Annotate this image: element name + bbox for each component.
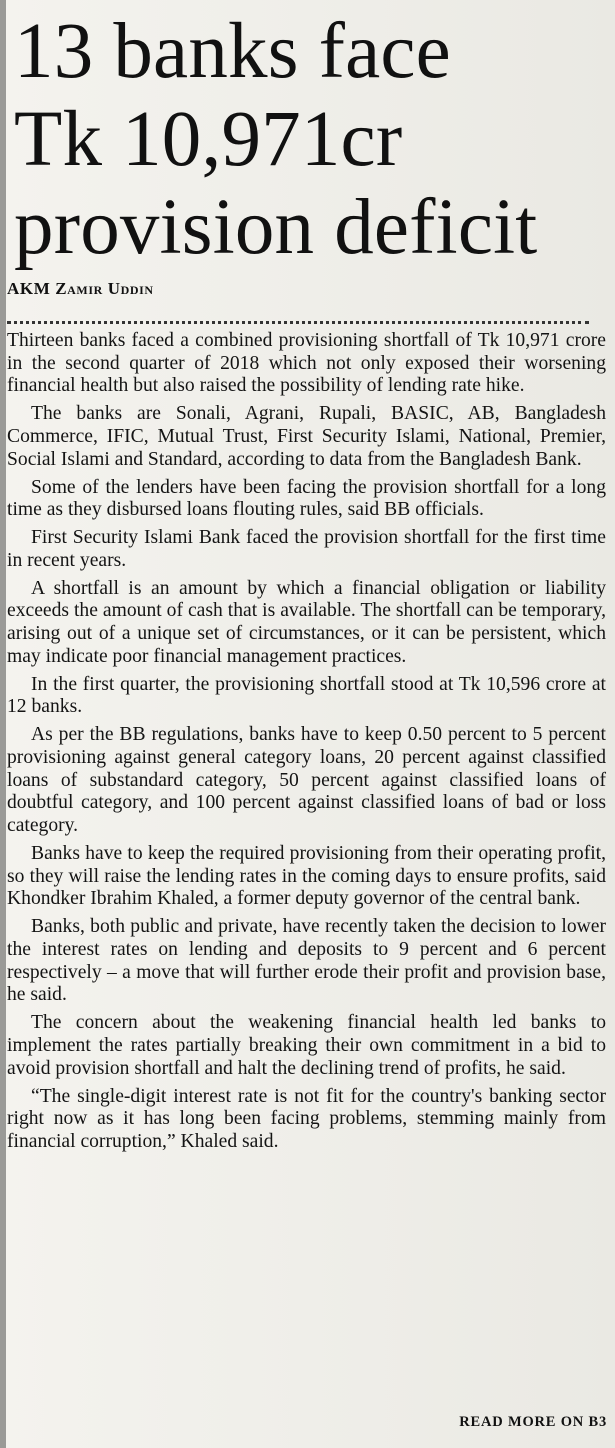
byline: AKM Zamir Uddin	[7, 279, 154, 298]
headline-line-2: Tk 10,971cr	[14, 96, 403, 183]
headline-line-1: 13 banks face	[14, 8, 451, 95]
paragraph-9: Banks, both public and private, have recently taken the decision to lower the interest rates on lending and deposits to 9 percent and 6 percent respectively – a move that will further erode their profit and provision base, he said.	[7, 916, 606, 1006]
paragraph-11: “The single-digit interest rate is not fit for the country's banking sector right now as it has long been facing problems, stemming mainly from financial corruption,” Khaled said.	[7, 1085, 606, 1153]
paragraph-10: The concern about the weakening financial health led banks to implement the rates partially breaking their own commitment in a bid to avoid provision shortfall and halt the declining trend of profits, he said.	[7, 1012, 606, 1079]
paragraph-3: Some of the lenders have been facing the provision shortfall for a long time as they disbursed loans flouting rules, said BB officials.	[7, 476, 606, 521]
paragraph-6: In the first quarter, the provisioning shortfall stood at Tk 10,596 crore at 12 banks.	[7, 673, 606, 718]
paragraph-1: Thirteen banks faced a combined provisioning shortfall of Tk 10,971 crore in the second quarter of 2018 which not only exposed their worsening financial health but also raised the possibility of lending rate hike.	[7, 330, 606, 397]
article-body	[7, 330, 606, 1159]
paragraph-7: As per the BB regulations, banks have to keep 0.50 percent to 5 percent provisioning against general category loans, 20 percent against classified loans of substandard category, 50 percent against classified loans of doubtful category, and 100 percent against classified loans of bad or loss category.	[7, 724, 606, 837]
paragraph-4: First Security Islami Bank faced the provision shortfall for the first time in recent years.	[7, 527, 606, 571]
paragraph-2: The banks are Sonali, Agrani, Rupali, BASIC, AB, Bangladesh Commerce, IFIC, Mutual Trust, First Security Islami, National, Premier, Social Islami and Standard, according to data from the Bangladesh Bank.	[7, 403, 606, 470]
column-divider	[0, 0, 6, 1448]
dotted-separator	[7, 321, 589, 324]
headline-line-3: provision deficit	[14, 184, 538, 271]
headline	[14, 8, 610, 272]
paragraph-5: A shortfall is an amount by which a financial obligation or liability exceeds the amount of cash that is available. The shortfall can be temporary, arising out of a unique set of circumstances, or it can be persistent, which may indicate poor financial management practices.	[7, 577, 606, 667]
read-more-link[interactable]: READ MORE ON B3	[459, 1414, 607, 1430]
paragraph-8: Banks have to keep the required provisioning from their operating profit, so they will raise the lending rates in the coming days to ensure profits, said Khondker Ibrahim Khaled, a former deputy governor of the central bank.	[7, 843, 606, 910]
